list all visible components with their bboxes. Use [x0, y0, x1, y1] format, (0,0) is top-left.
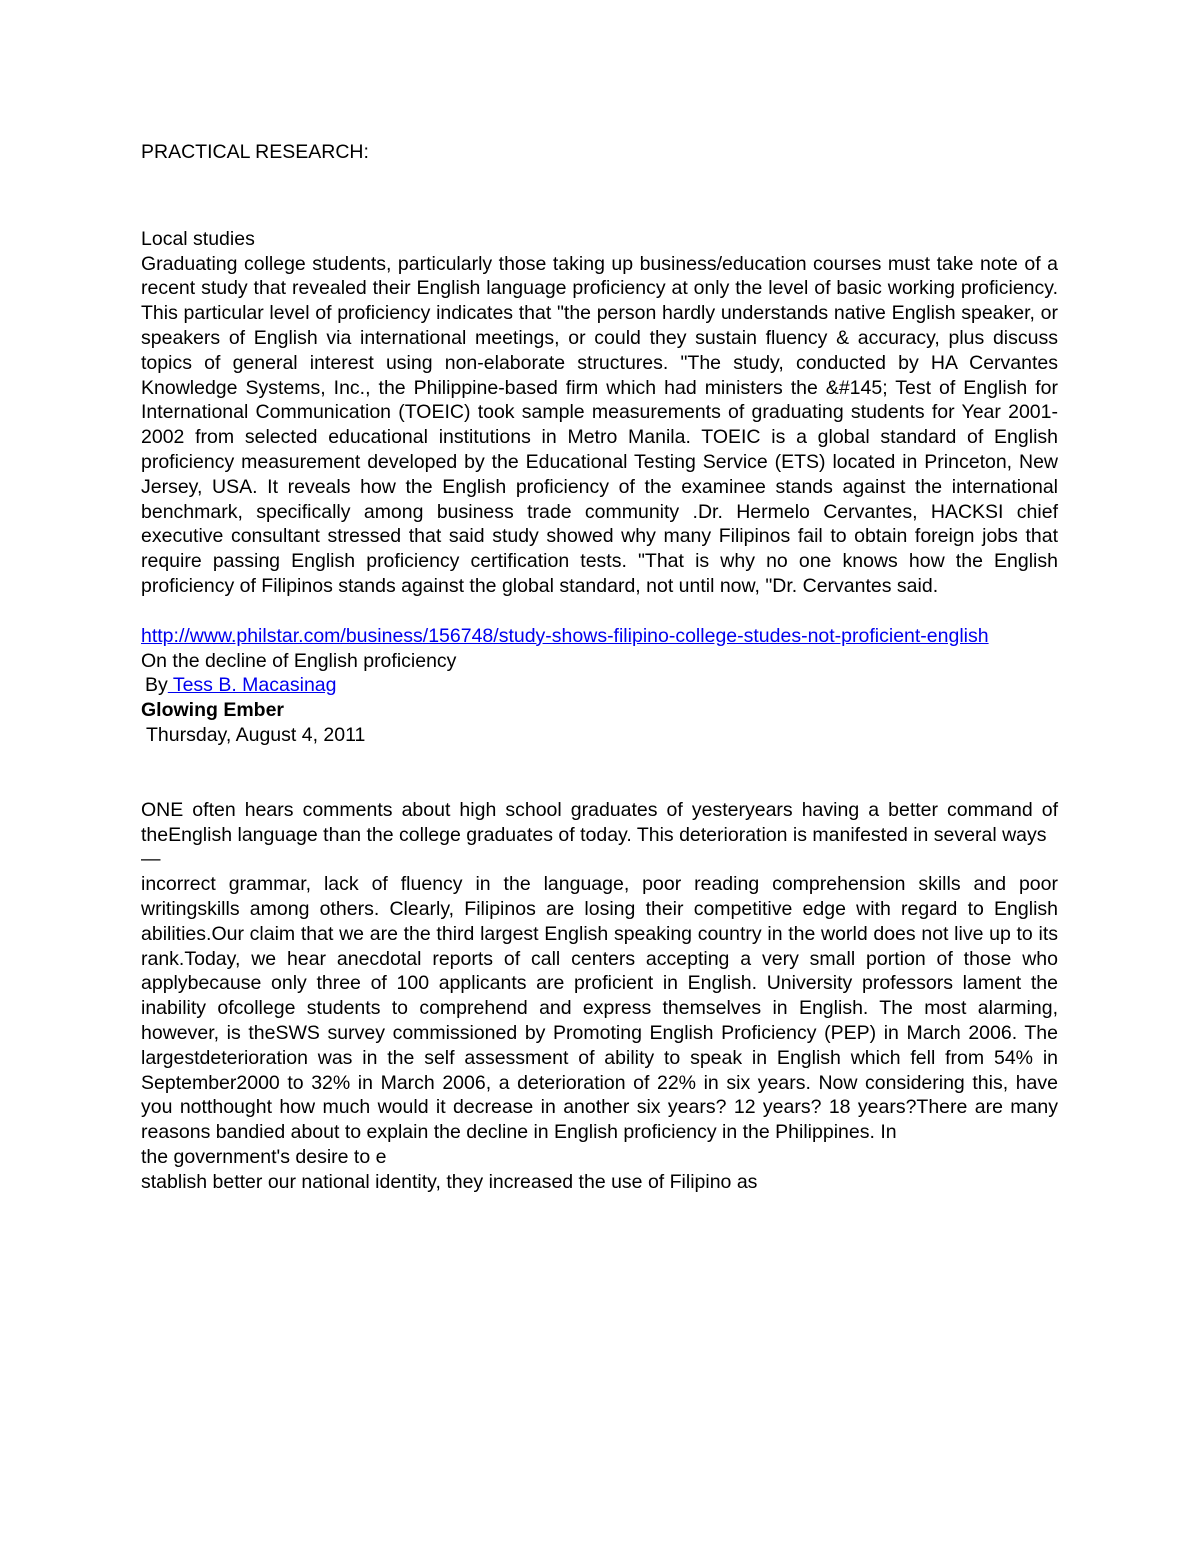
document-title: PRACTICAL RESEARCH: [141, 141, 369, 163]
article-title: On the decline of English proficiency [141, 649, 457, 672]
source-link-line [141, 624, 1058, 649]
spacer [141, 599, 1058, 624]
by-label: By [145, 674, 168, 697]
column-name: Glowing Ember [141, 699, 285, 722]
spacer [141, 748, 1058, 798]
author-link[interactable]: Tess B. Macasinag [167, 674, 337, 697]
text-line-a: the government's desire to e [141, 1145, 387, 1168]
dash: — [141, 848, 161, 871]
source-link[interactable]: http://www.philstar.com/business/156748/study-shows-filipino-college-studes-not-proficient-english [141, 624, 989, 647]
section-heading: Local studies [141, 227, 255, 250]
paragraph-intro: ONE often hears comments about high school graduates of yesteryears having a better command of theEnglish language than the college graduates of today. This deterioration is manifested in several ways [141, 798, 1058, 846]
byline [141, 673, 1058, 698]
paragraph-local-studies: Graduating college students, particularly those taking up business/education courses must take note of a recent study that revealed their English language proficiency at only the level of basic working proficiency. This particular level of proficiency indicates that "the person hardly understands native English speaker, or speakers of English via international meetings, or could they sustain fluency & accuracy, plus discuss topics of general interest using non-elaborate structures. "The study, conducted by HA Cervantes Knowledge Systems, Inc., the Philippine-based firm which had ministers the &#145; Test of English for International Communication (TOEIC) took sample measurements of graduating students for Year 2001-2002 from selected educational institutions in Metro Manila. TOEIC is a global standard of English proficiency measurement developed by the Educational Testing Service (ETS) located in Princeton, New Jersey, USA. It reveals how the English proficiency of the examinee stands against the international benchmark, specifically among business trade community .Dr. Hermelo Cervantes, HACKSI chief executive consultant stressed that said study showed why many Filipinos fail to obtain foreign jobs that require passing English proficiency certification tests. "That is why no one knows how the English proficiency of Filipinos stands against the global standard, not until now, "Dr. Cervantes said. [141, 252, 1058, 597]
text-line-b: stablish better our national identity, they increased the use of Filipino as [141, 1170, 758, 1193]
paragraph-body: incorrect grammar, lack of fluency in the language, poor reading comprehension skills and poor writingskills among others. Clearly, Filipinos are losing their competitive edge with regard to English abilities.Our claim that we are the third largest English speaking country in the world does not live up to its rank.Today, we hear anecdotal reports of call centers accepting a very small portion of those who applybecause only three of 100 applicants are proficient in English. University professors lament the inability ofcollege students to comprehend and express themselves in English. The most alarming, however, is theSWS survey commissioned by Promoting English Proficiency (PEP) in March 2006. The largestdeterioration was in the self assessment of ability to speak in English which fell from 54% in September2000 to 32% in March 2006, a deterioration of 22% in six years. Now considering this, have you notthought how much would it decrease in another six years? 12 years? 18 years?There are many reasons bandied about to explain the decline in English proficiency in the Philippines. In [141, 873, 1058, 1144]
publish-date: Thursday, August 4, 2011 [146, 723, 366, 746]
document-page [141, 140, 1058, 1194]
spacer [141, 165, 1058, 227]
